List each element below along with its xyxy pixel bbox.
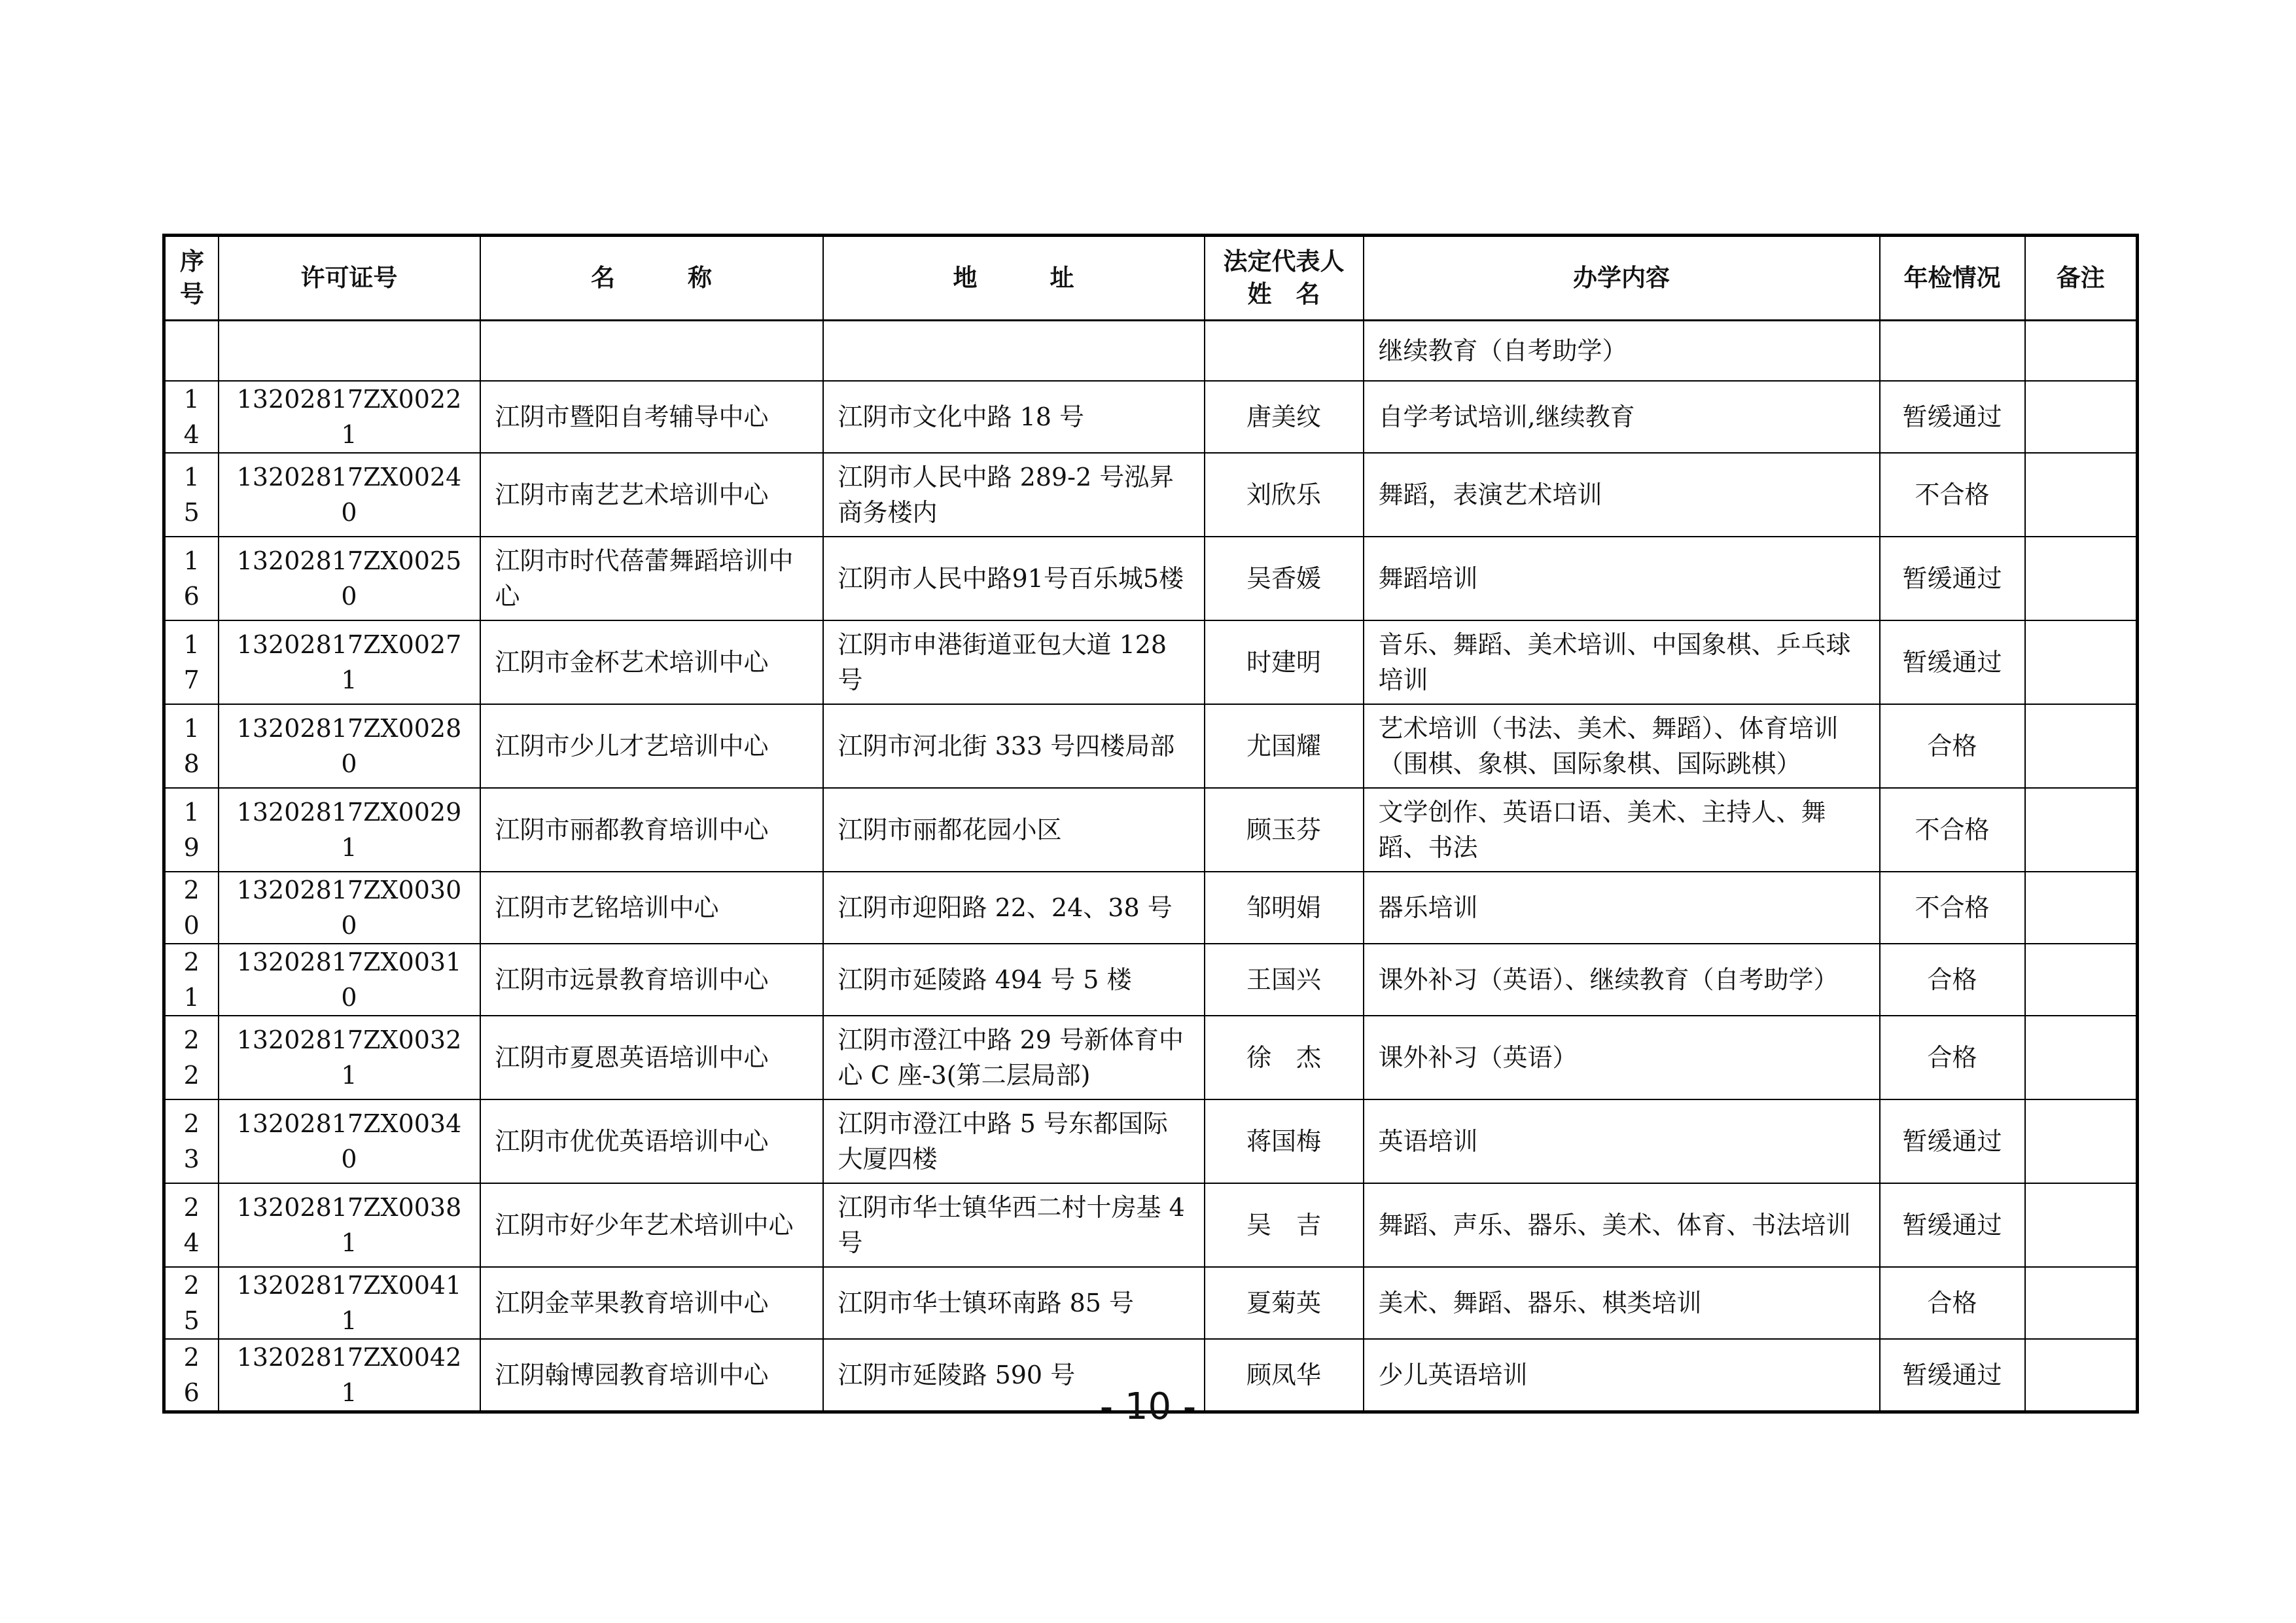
cell-note — [2025, 321, 2138, 382]
cell-rep: 徐 杰 — [1205, 1016, 1364, 1099]
cell-name: 江阴市南艺艺术培训中心 — [480, 453, 823, 537]
cell-name: 江阴市丽都教育培训中心 — [480, 788, 823, 872]
cell-note — [2025, 944, 2138, 1016]
cell-address: 江阴市延陵路 494 号 5 楼 — [823, 944, 1205, 1016]
cell-content: 自学考试培训,继续教育 — [1364, 381, 1880, 453]
cell-name: 江阴市艺铭培训中心 — [480, 872, 823, 944]
cell-content: 舞蹈培训 — [1364, 537, 1880, 620]
cell-seq: 23 — [164, 1099, 219, 1183]
table-row — [164, 788, 2138, 872]
cell-rep: 吴 吉 — [1205, 1183, 1364, 1267]
cell-seq: 17 — [164, 620, 219, 704]
cell-rep: 尤国耀 — [1205, 704, 1364, 788]
license-table — [162, 234, 2139, 1414]
cell-name: 江阴翰博园教育培训中心 — [480, 1339, 823, 1412]
cell-seq: 22 — [164, 1016, 219, 1099]
table-row — [164, 1267, 2138, 1339]
cell-seq — [164, 321, 219, 382]
cell-content: 舞蹈，表演艺术培训 — [1364, 453, 1880, 537]
cell-status — [1880, 321, 2025, 382]
cell-seq: 26 — [164, 1339, 219, 1412]
table-row — [164, 537, 2138, 620]
cell-license: 13202817ZX00310 — [219, 944, 480, 1016]
cell-seq: 14 — [164, 381, 219, 453]
cell-status: 合格 — [1880, 944, 2025, 1016]
cell-address: 江阴市文化中路 18 号 — [823, 381, 1205, 453]
cell-license: 13202817ZX00221 — [219, 381, 480, 453]
header-license: 许可证号 — [219, 236, 480, 321]
cell-address: 江阴市澄江中路 29 号新体育中心 C 座-3(第二层局部) — [823, 1016, 1205, 1099]
cell-name: 江阴市远景教育培训中心 — [480, 944, 823, 1016]
cell-status: 暂缓通过 — [1880, 537, 2025, 620]
cell-license: 13202817ZX00340 — [219, 1099, 480, 1183]
cell-name: 江阴市金杯艺术培训中心 — [480, 620, 823, 704]
cell-status: 暂缓通过 — [1880, 381, 2025, 453]
cell-seq: 15 — [164, 453, 219, 537]
cell-name — [480, 321, 823, 382]
cell-status: 合格 — [1880, 1016, 2025, 1099]
cell-rep: 夏菊英 — [1205, 1267, 1364, 1339]
page-number: - 10 - — [1099, 1385, 1197, 1428]
cell-status: 不合格 — [1880, 872, 2025, 944]
table-body — [164, 321, 2138, 1412]
cell-status: 暂缓通过 — [1880, 1183, 2025, 1267]
header-rep: 法定代表人 姓 名 — [1205, 236, 1364, 321]
table-row — [164, 620, 2138, 704]
cell-status: 不合格 — [1880, 788, 2025, 872]
cell-note — [2025, 381, 2138, 453]
cell-content: 文学创作、英语口语、美术、主持人、舞蹈、书法 — [1364, 788, 1880, 872]
cell-seq: 16 — [164, 537, 219, 620]
cell-address: 江阴市丽都花园小区 — [823, 788, 1205, 872]
table-row — [164, 321, 2138, 382]
cell-content: 课外补习（英语） — [1364, 1016, 1880, 1099]
cell-content: 继续教育（自考助学） — [1364, 321, 1880, 382]
header-row — [164, 236, 2138, 321]
cell-seq: 21 — [164, 944, 219, 1016]
cell-content: 美术、舞蹈、器乐、棋类培训 — [1364, 1267, 1880, 1339]
cell-address: 江阴市申港街道亚包大道 128 号 — [823, 620, 1205, 704]
cell-address: 江阴市华士镇华西二村十房基 4 号 — [823, 1183, 1205, 1267]
header-address: 地 址 — [823, 236, 1205, 321]
cell-seq: 20 — [164, 872, 219, 944]
cell-content: 艺术培训（书法、美术、舞蹈）、体育培训（围棋、象棋、国际象棋、国际跳棋） — [1364, 704, 1880, 788]
cell-address: 江阴市澄江中路 5 号东都国际大厦四楼 — [823, 1099, 1205, 1183]
cell-license: 13202817ZX00300 — [219, 872, 480, 944]
table-row — [164, 872, 2138, 944]
table-row — [164, 381, 2138, 453]
cell-seq: 24 — [164, 1183, 219, 1267]
table-row — [164, 453, 2138, 537]
cell-license — [219, 321, 480, 382]
cell-seq: 25 — [164, 1267, 219, 1339]
cell-status: 暂缓通过 — [1880, 1339, 2025, 1412]
cell-note — [2025, 788, 2138, 872]
cell-status: 合格 — [1880, 1267, 2025, 1339]
cell-note — [2025, 1183, 2138, 1267]
cell-note — [2025, 537, 2138, 620]
cell-name: 江阴金苹果教育培训中心 — [480, 1267, 823, 1339]
cell-rep: 刘欣乐 — [1205, 453, 1364, 537]
cell-license: 13202817ZX00381 — [219, 1183, 480, 1267]
cell-rep: 顾玉芬 — [1205, 788, 1364, 872]
cell-content: 音乐、舞蹈、美术培训、中国象棋、乒乓球培训 — [1364, 620, 1880, 704]
cell-name: 江阴市时代蓓蕾舞蹈培训中心 — [480, 537, 823, 620]
cell-note — [2025, 704, 2138, 788]
cell-name: 江阴市好少年艺术培训中心 — [480, 1183, 823, 1267]
cell-status: 暂缓通过 — [1880, 620, 2025, 704]
cell-license: 13202817ZX00250 — [219, 537, 480, 620]
cell-status: 合格 — [1880, 704, 2025, 788]
cell-note — [2025, 453, 2138, 537]
cell-license: 13202817ZX00291 — [219, 788, 480, 872]
cell-content: 器乐培训 — [1364, 872, 1880, 944]
cell-rep: 时建明 — [1205, 620, 1364, 704]
cell-name: 江阴市暨阳自考辅导中心 — [480, 381, 823, 453]
table-row — [164, 1016, 2138, 1099]
header-note: 备注 — [2025, 236, 2138, 321]
cell-rep: 顾凤华 — [1205, 1339, 1364, 1412]
cell-status: 暂缓通过 — [1880, 1099, 2025, 1183]
header-content: 办学内容 — [1364, 236, 1880, 321]
cell-note — [2025, 620, 2138, 704]
cell-seq: 18 — [164, 704, 219, 788]
header-seq: 序 号 — [164, 236, 219, 321]
cell-content: 舞蹈、声乐、器乐、美术、体育、书法培训 — [1364, 1183, 1880, 1267]
header-status: 年检情况 — [1880, 236, 2025, 321]
cell-content: 课外补习（英语）、继续教育（自考助学） — [1364, 944, 1880, 1016]
cell-content: 少儿英语培训 — [1364, 1339, 1880, 1412]
cell-license: 13202817ZX00411 — [219, 1267, 480, 1339]
cell-note — [2025, 872, 2138, 944]
cell-license: 13202817ZX00271 — [219, 620, 480, 704]
cell-address: 江阴市华士镇环南路 85 号 — [823, 1267, 1205, 1339]
cell-rep: 王国兴 — [1205, 944, 1364, 1016]
cell-seq: 19 — [164, 788, 219, 872]
table-row — [164, 1183, 2138, 1267]
cell-address: 江阴市人民中路 289-2 号泓昇商务楼内 — [823, 453, 1205, 537]
cell-status: 不合格 — [1880, 453, 2025, 537]
cell-address: 江阴市延陵路 590 号 — [823, 1339, 1205, 1412]
cell-rep: 吴香媛 — [1205, 537, 1364, 620]
cell-rep — [1205, 321, 1364, 382]
cell-note — [2025, 1267, 2138, 1339]
cell-rep: 蒋国梅 — [1205, 1099, 1364, 1183]
cell-name: 江阴市优优英语培训中心 — [480, 1099, 823, 1183]
cell-note — [2025, 1099, 2138, 1183]
table-row — [164, 944, 2138, 1016]
cell-address: 江阴市迎阳路 22、24、38 号 — [823, 872, 1205, 944]
table-row — [164, 1099, 2138, 1183]
cell-license: 13202817ZX00321 — [219, 1016, 480, 1099]
cell-address — [823, 321, 1205, 382]
cell-rep: 唐美纹 — [1205, 381, 1364, 453]
cell-address: 江阴市河北街 333 号四楼局部 — [823, 704, 1205, 788]
cell-license: 13202817ZX00421 — [219, 1339, 480, 1412]
cell-content: 英语培训 — [1364, 1099, 1880, 1183]
cell-address: 江阴市人民中路91号百乐城5楼 — [823, 537, 1205, 620]
cell-license: 13202817ZX00240 — [219, 453, 480, 537]
cell-name: 江阴市少儿才艺培训中心 — [480, 704, 823, 788]
header-name: 名 称 — [480, 236, 823, 321]
cell-license: 13202817ZX00280 — [219, 704, 480, 788]
cell-rep: 邹明娟 — [1205, 872, 1364, 944]
cell-note — [2025, 1016, 2138, 1099]
cell-name: 江阴市夏恩英语培训中心 — [480, 1016, 823, 1099]
table-row — [164, 704, 2138, 788]
